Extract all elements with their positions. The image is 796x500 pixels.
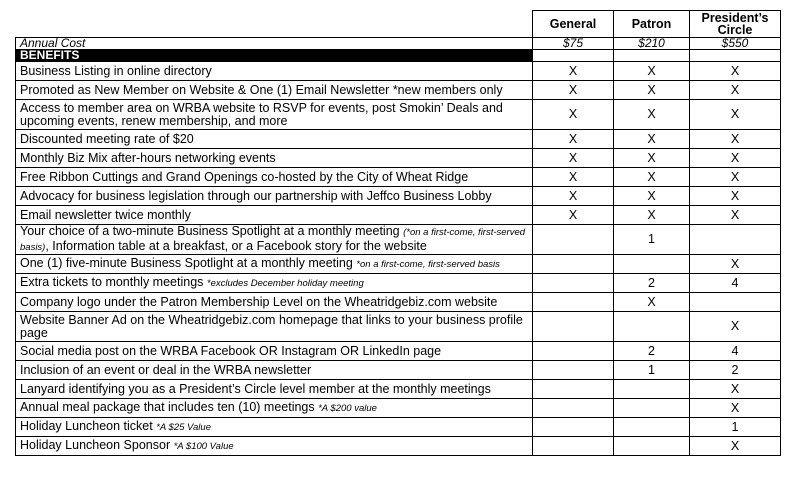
benefit-row — [16, 149, 781, 168]
benefit-description — [16, 293, 533, 312]
benefit-mark-presidents-circle: X — [690, 62, 781, 81]
benefit-note: *on a first-come, first-served basis — [356, 258, 500, 270]
annual-cost-presidents-circle: $550 — [690, 38, 781, 50]
benefit-mark-patron: X — [614, 187, 690, 206]
benefit-mark-general: X — [533, 206, 614, 225]
benefit-text: Social media post on the WRBA Facebook OR Instagram OR LinkedIn page — [20, 343, 442, 358]
tier-header-presidents-circle: President’s Circle — [690, 11, 781, 38]
benefit-mark-general — [533, 274, 614, 293]
benefit-text: Holiday Luncheon Sponsor — [20, 437, 171, 452]
benefit-text: Promoted as New Member on Website & One (1) Email Newsletter *new members only — [20, 82, 503, 97]
benefit-description — [16, 380, 533, 399]
benefit-text: Your choice of a two-minute Business Spotlight at a monthly meeting — [20, 224, 400, 238]
benefit-description — [16, 100, 533, 130]
benefit-description — [16, 62, 533, 81]
benefit-mark-general — [533, 361, 614, 380]
benefit-text: Advocacy for business legislation through our partnership with Jeffco Business Lobby — [20, 188, 492, 203]
benefit-mark-presidents-circle: X — [690, 206, 781, 225]
benefit-text: Holiday Luncheon ticket — [20, 418, 153, 433]
benefit-row — [16, 342, 781, 361]
benefit-mark-presidents-circle: X — [690, 399, 781, 418]
benefit-note: *A $100 Value — [173, 440, 234, 452]
benefit-row — [16, 81, 781, 100]
benefit-row — [16, 255, 781, 274]
benefit-description — [16, 361, 533, 380]
section-blank-cell — [690, 50, 781, 62]
benefit-description — [16, 130, 533, 149]
benefit-mark-presidents-circle: X — [690, 168, 781, 187]
benefit-mark-presidents-circle: X — [690, 130, 781, 149]
benefit-description — [16, 342, 533, 361]
benefit-row — [16, 437, 781, 456]
benefit-mark-presidents-circle: 1 — [690, 418, 781, 437]
benefit-description — [16, 149, 533, 168]
benefit-mark-general — [533, 225, 614, 255]
benefit-mark-presidents-circle: X — [690, 380, 781, 399]
benefit-text: Free Ribbon Cuttings and Grand Openings co-hosted by the City of Wheat Ridge — [20, 169, 469, 184]
section-blank-cell — [614, 50, 690, 62]
benefit-mark-patron — [614, 255, 690, 274]
benefit-mark-general — [533, 255, 614, 274]
benefit-mark-patron — [614, 312, 690, 342]
benefit-mark-presidents-circle: X — [690, 81, 781, 100]
benefit-description — [16, 274, 533, 293]
benefit-mark-general — [533, 312, 614, 342]
benefit-row — [16, 168, 781, 187]
benefit-note: (*on a first-come, first-served basis) — [20, 227, 526, 253]
benefit-mark-presidents-circle: X — [690, 187, 781, 206]
benefit-mark-patron: 2 — [614, 274, 690, 293]
benefit-description — [16, 437, 533, 456]
benefit-text: Lanyard identifying you as a President’s Circle level member at the monthly meetings — [20, 381, 491, 396]
benefit-description — [16, 81, 533, 100]
benefit-mark-general — [533, 418, 614, 437]
benefit-mark-presidents-circle: 4 — [690, 274, 781, 293]
benefit-text: Discounted meeting rate of $20 — [20, 131, 194, 146]
annual-cost-row — [16, 38, 781, 50]
benefit-row — [16, 274, 781, 293]
benefit-text: Access to member area on WRBA website to RSVP for events, post Smokin’ Deals and upcoming events, renew membership, and more — [20, 101, 503, 128]
benefit-text: Website Banner Ad on the Wheatridgebiz.com homepage that links to your business profile page — [20, 313, 523, 340]
benefit-row — [16, 130, 781, 149]
benefit-note: *A $25 Value — [156, 421, 211, 433]
benefit-row — [16, 380, 781, 399]
benefit-row — [16, 361, 781, 380]
benefit-mark-presidents-circle: X — [690, 437, 781, 456]
benefit-mark-presidents-circle: X — [690, 255, 781, 274]
annual-cost-patron: $210 — [614, 38, 690, 50]
benefit-description — [16, 187, 533, 206]
benefit-text: Business Listing in online directory — [20, 63, 212, 78]
benefit-mark-patron — [614, 399, 690, 418]
benefit-mark-general: X — [533, 100, 614, 130]
benefit-description — [16, 206, 533, 225]
benefit-description — [16, 399, 533, 418]
benefit-mark-general: X — [533, 149, 614, 168]
benefit-mark-general: X — [533, 81, 614, 100]
benefit-row — [16, 100, 781, 130]
benefit-text: Email newsletter twice monthly — [20, 207, 191, 222]
annual-cost-general: $75 — [533, 38, 614, 50]
benefit-mark-general: X — [533, 62, 614, 81]
benefit-mark-patron: X — [614, 130, 690, 149]
benefit-mark-general — [533, 293, 614, 312]
benefit-mark-presidents-circle: X — [690, 312, 781, 342]
benefit-mark-general: X — [533, 187, 614, 206]
benefit-mark-patron: X — [614, 149, 690, 168]
tier-header-row — [16, 11, 781, 38]
tier-header-general: General — [533, 11, 614, 38]
benefit-description — [16, 225, 533, 255]
annual-cost-label: Annual Cost — [16, 38, 533, 50]
benefit-row — [16, 418, 781, 437]
benefit-text: Annual meal package that includes ten (10) meetings — [20, 399, 315, 414]
benefit-note: *A $200 value — [318, 402, 377, 414]
header-blank-cell — [16, 11, 533, 38]
benefit-mark-presidents-circle: 2 — [690, 361, 781, 380]
benefits-section-row — [16, 50, 781, 62]
benefit-mark-general — [533, 342, 614, 361]
benefit-mark-presidents-circle — [690, 225, 781, 255]
benefit-mark-general: X — [533, 130, 614, 149]
benefit-row — [16, 399, 781, 418]
benefit-text: One (1) five-minute Business Spotlight at a monthly meeting — [20, 255, 353, 270]
benefit-mark-general — [533, 437, 614, 456]
section-blank-cell — [533, 50, 614, 62]
benefit-mark-patron: 1 — [614, 225, 690, 255]
benefit-mark-patron: X — [614, 206, 690, 225]
benefit-description — [16, 255, 533, 274]
benefit-row — [16, 225, 781, 255]
benefit-mark-presidents-circle: 4 — [690, 342, 781, 361]
benefit-mark-patron: X — [614, 168, 690, 187]
benefits-table-body — [16, 11, 781, 456]
benefit-mark-general: X — [533, 168, 614, 187]
benefit-mark-patron: X — [614, 293, 690, 312]
benefit-mark-patron: X — [614, 62, 690, 81]
benefit-mark-patron: 2 — [614, 342, 690, 361]
benefit-row — [16, 293, 781, 312]
benefit-mark-patron: 1 — [614, 361, 690, 380]
benefit-row — [16, 206, 781, 225]
benefit-mark-patron — [614, 437, 690, 456]
benefit-mark-patron — [614, 380, 690, 399]
benefit-row — [16, 312, 781, 342]
benefit-description — [16, 168, 533, 187]
benefit-text: Monthly Biz Mix after-hours networking events — [20, 150, 276, 165]
benefit-description — [16, 418, 533, 437]
benefit-description — [16, 312, 533, 342]
benefit-mark-general — [533, 399, 614, 418]
benefit-mark-presidents-circle: X — [690, 149, 781, 168]
benefit-text: Company logo under the Patron Membership Level on the Wheatridgebiz.com website — [20, 294, 498, 309]
membership-benefits-table — [15, 10, 781, 456]
benefit-mark-patron: X — [614, 100, 690, 130]
benefit-mark-presidents-circle — [690, 293, 781, 312]
benefit-row — [16, 62, 781, 81]
benefit-mark-presidents-circle: X — [690, 100, 781, 130]
benefit-text: Extra tickets to monthly meetings — [20, 274, 204, 289]
benefit-mark-general — [533, 380, 614, 399]
tier-header-patron: Patron — [614, 11, 690, 38]
benefit-mark-patron: X — [614, 81, 690, 100]
benefit-row — [16, 187, 781, 206]
benefit-note: *excludes December holiday meeting — [206, 277, 364, 289]
benefit-mark-patron — [614, 418, 690, 437]
benefit-text: Inclusion of an event or deal in the WRBA newsletter — [20, 362, 312, 377]
benefits-section-label: BENEFITS — [16, 50, 533, 62]
benefit-text-continued: , Information table at a breakfast, or a Facebook story for the website — [45, 238, 427, 253]
